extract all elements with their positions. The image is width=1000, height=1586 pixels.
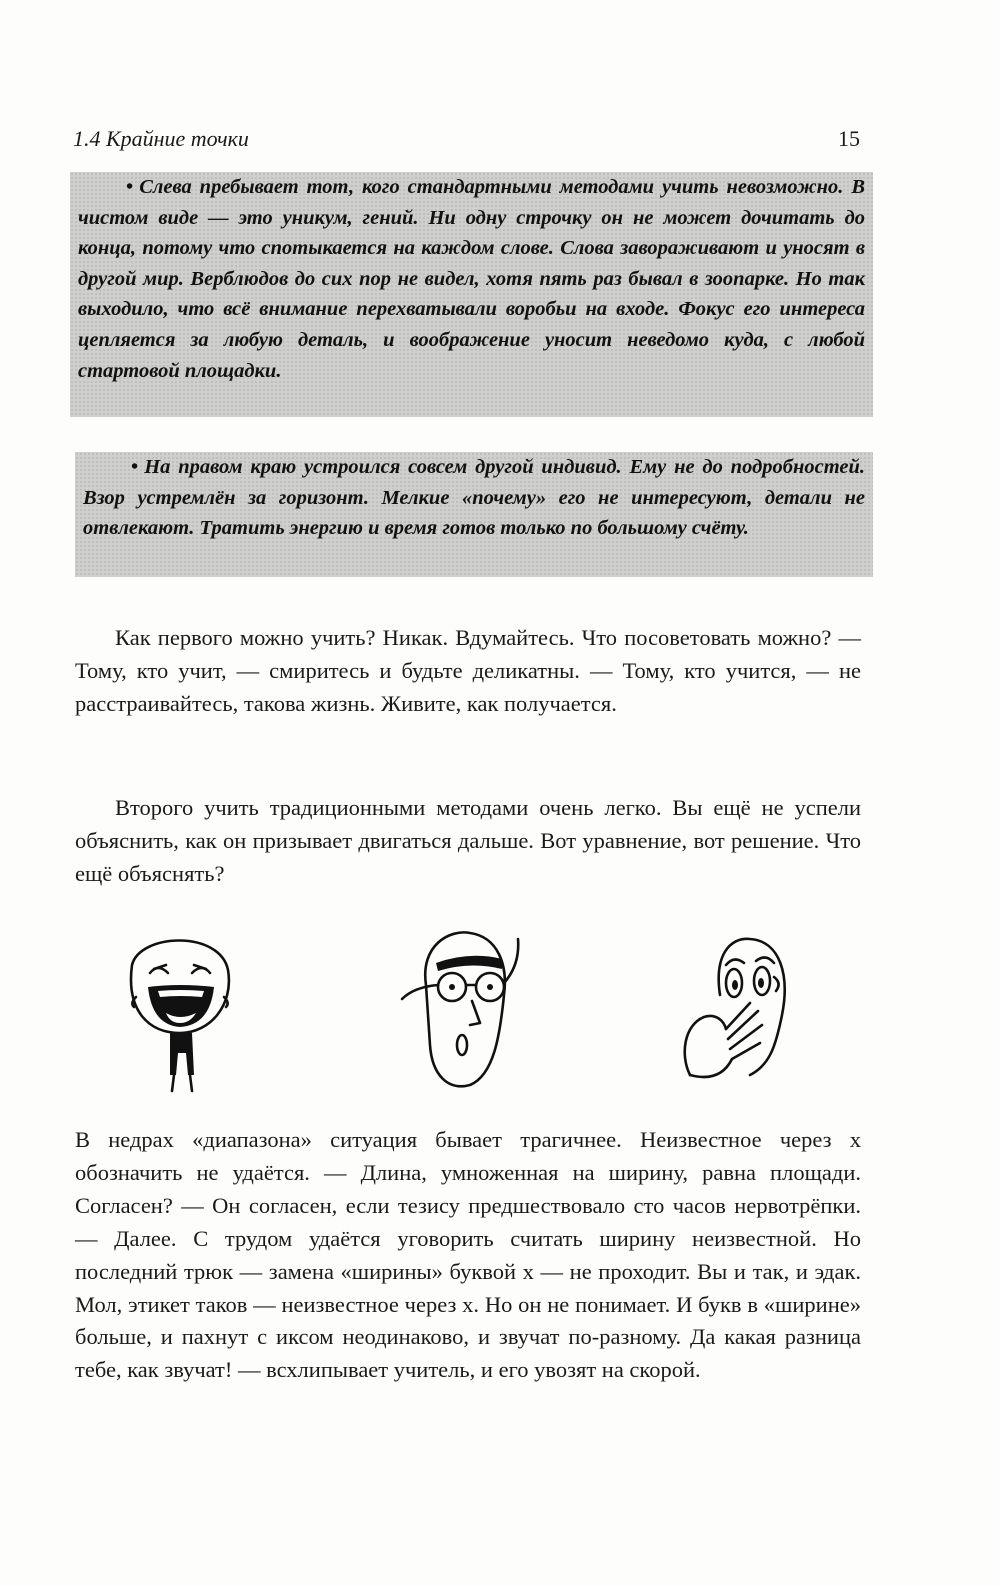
illustrations-row <box>100 925 820 1100</box>
surprised-face-with-glasses-icon <box>390 925 540 1095</box>
bullet: • <box>131 456 139 478</box>
paragraph-1 <box>75 622 861 721</box>
running-head <box>73 126 860 158</box>
section-title: 1.4 Крайние точки <box>73 126 249 151</box>
paragraph-text: Второго учить традиционными методами очень легко. Вы ещё не успели объяснить, как он призывает двигаться дальше. Вот уравнение, вот решение. Что ещё объяснять? <box>75 795 861 886</box>
box-paragraph <box>78 172 865 386</box>
paragraph-text: В недрах «диапазона» ситуация бывает трагичнее. Неизвестное через x обозначить не удаётся. — Длина, умноженная на ширину, равна площади. Согласен? — Он согласен, если тезису предшествовало сто часов нервотрёпки. — Далее. С трудом удаётся уговорить считать ширину неизвестной. Но последний трюк — замена «ширины» буквой x — не проходит. Вы и так, и эдак. Мол, этикет таков — неизвестное через x. Но он не понимает. И букв в «ширине» больше, и пахнут с иксом неодинаково, и звучат по-разному. Да какая разница тебе, как звучат! — всхлипывает учитель, и его увозят на скорой. <box>75 1127 861 1383</box>
laughing-face-icon <box>110 925 250 1095</box>
box-paragraph <box>83 452 865 544</box>
shaded-box-right-extreme <box>75 452 873 577</box>
paragraph-3 <box>75 1124 861 1387</box>
paragraph-2 <box>75 792 861 891</box>
paragraph-text: Как первого можно учить? Никак. Вдумайтесь. Что посоветовать можно? — Тому, кто учит, — смиритесь и будьте деликатны. — Тому, кто учится, — не расстраивайтесь, такова жизнь. Живите, как получается. <box>75 625 861 716</box>
shaded-box-left-extreme <box>70 172 873 417</box>
bullet: • <box>126 176 134 198</box>
box-text: На правом краю устроился совсем другой индивид. Ему не до подробностей. Взор устремлён за горизонт. Мелкие «почему» его не интересуют, детали не отвлекают. Тратить энергию и время готов только по большому счёту. <box>83 456 865 540</box>
page-number: 15 <box>838 126 860 151</box>
box-text: Слева пребывает тот, кого стандартными методами учить невозможно. В чистом виде — это уникум, гений. Ни одну строчку он не может дочитать до конца, потому что спотыкается на каждом слове. Слова завораживают и уносят в другой мир. Верблюдов до сих пор не видел, хотя пять раз бывал в зоопарке. Но так выходило, что всё внимание перехватывали воробьи на входе. Фокус его интереса цепляется за любую деталь, и воображение уносит неведомо куда, с любой стартовой площадки. <box>78 176 865 382</box>
shocked-face-with-hand-icon <box>670 925 820 1095</box>
